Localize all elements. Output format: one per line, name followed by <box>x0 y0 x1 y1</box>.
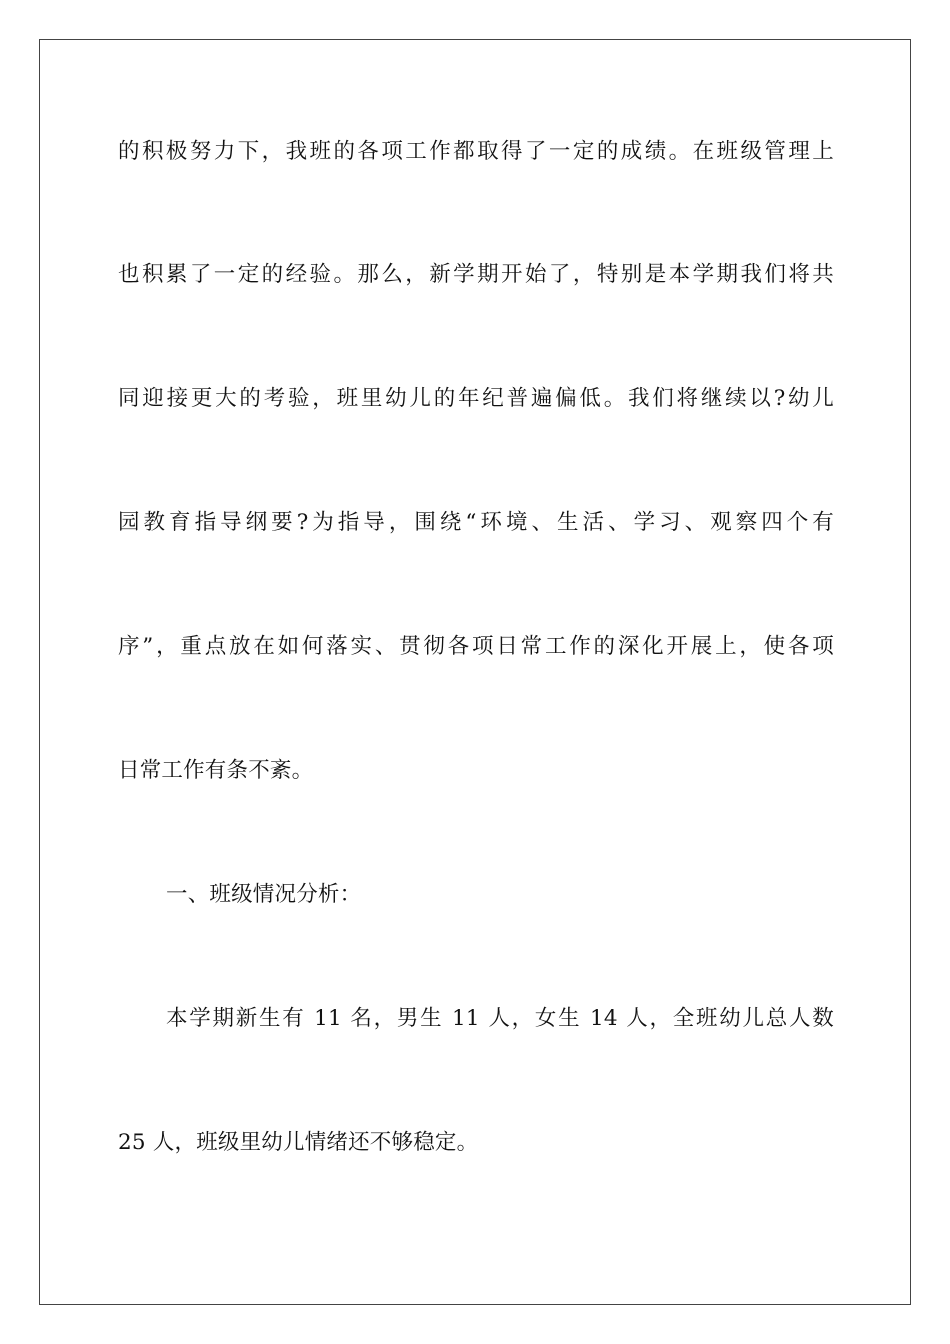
section-line-2: 25 人，班级里幼儿情绪还不够稳定。 <box>118 1130 479 1155</box>
page-border <box>39 39 911 1305</box>
paragraph-line-5: 序”，重点放在如何落实、贯彻各项日常工作的深化开展上，使各项 <box>118 634 834 659</box>
paragraph-line-2: 也积累了一定的经验。那么，新学期开始了，特别是本学期我们将共 <box>118 262 834 287</box>
section-line-1: 本学期新生有 11 名，男生 11 人，女生 14 人，全班幼儿总人数 <box>166 1006 834 1031</box>
paragraph-line-4: 园教育指导纲要?为指导，围绕“环境、生活、学习、观察四个有 <box>118 510 834 535</box>
section-heading: 一、班级情况分析： <box>166 882 362 907</box>
paragraph-line-1: 的积极努力下，我班的各项工作都取得了一定的成绩。在班级管理上 <box>118 139 834 164</box>
paragraph-line-3: 同迎接更大的考验，班里幼儿的年纪普遍偏低。我们将继续以?幼儿 <box>118 386 834 411</box>
paragraph-line-6: 日常工作有条不紊。 <box>118 758 314 783</box>
